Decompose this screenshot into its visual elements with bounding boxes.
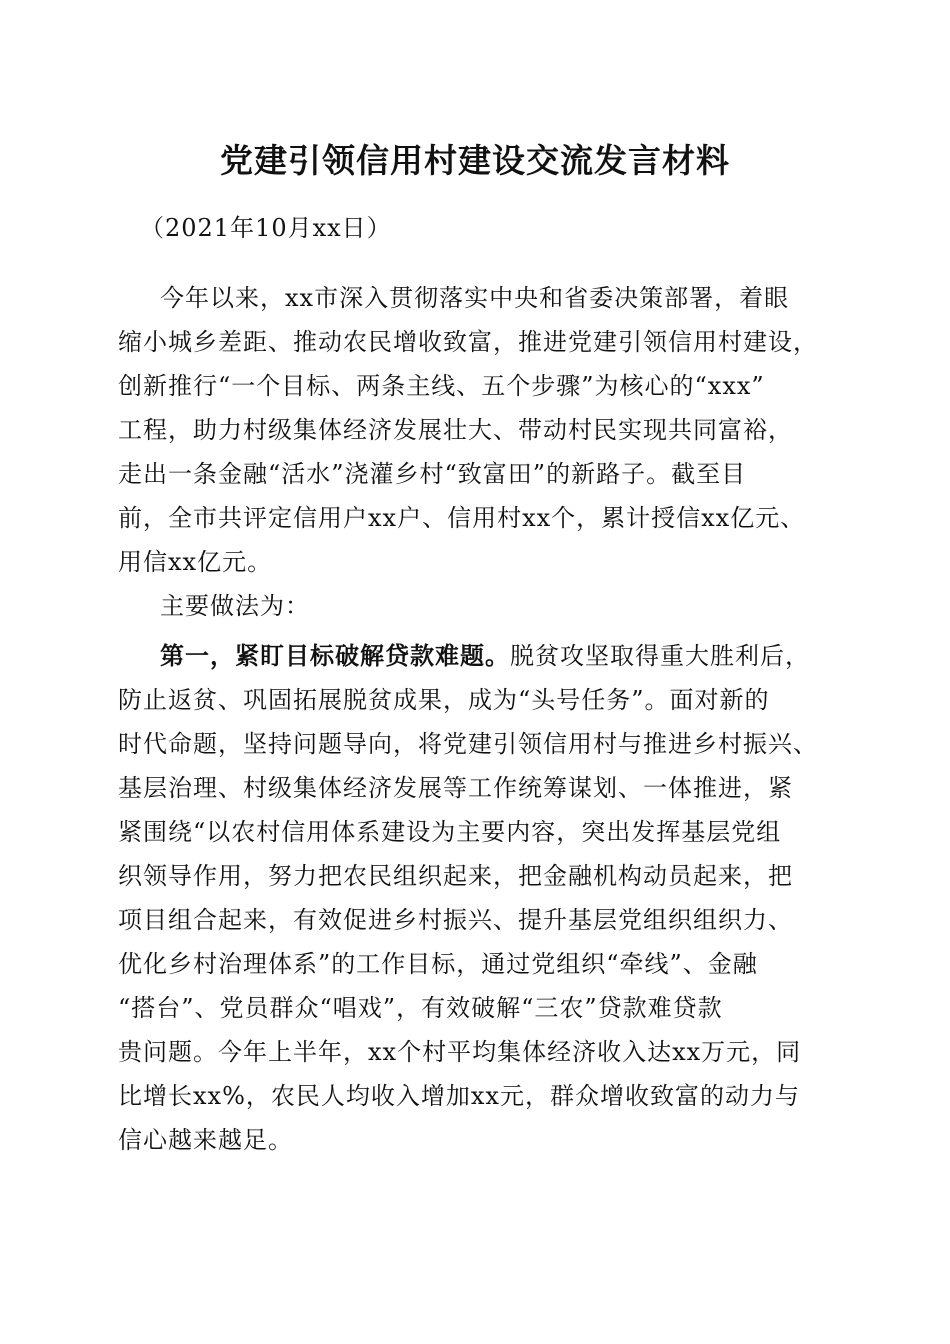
first-point-line-rest: 脱贫攻坚取得重大胜利后， — [510, 642, 810, 670]
document-title: 党建引领信用村建设交流发言材料 — [220, 141, 730, 180]
text-line: 用信xx亿元。 — [118, 548, 273, 576]
text-line: 时代命题，坚持问题导向，将党建引领信用村与推进乡村振兴、 — [118, 730, 818, 758]
text-line: 贵问题。今年上半年，xx个村平均集体经济收入达xx万元，同 — [118, 1038, 802, 1066]
text-line: 织领导作用，努力把农民组织起来，把金融机构动员起来，把 — [118, 862, 793, 890]
text-line: “搭台”、党员群众“唱戏”，有效破解“三农”贷款难贷款 — [118, 994, 723, 1022]
first-point-lead: 第一，紧盯目标破解贷款难题。 — [160, 641, 510, 670]
paragraph-intro-text — [118, 276, 834, 584]
text-line: 紧围绕“以农村信用体系建设为主要内容，突出发挥基层党组 — [118, 818, 782, 846]
text-line: 防止返贫、巩固拓展脱贫成果，成为“头号任务”。面对新的 — [118, 686, 770, 714]
paragraph-methods-heading — [118, 584, 834, 628]
text-line: 今年以来，xx市深入贯彻落实中央和省委决策部署，着眼 — [160, 284, 790, 312]
text-line: 项目组合起来，有效促进乡村振兴、提升基层党组织组织力、 — [118, 906, 793, 934]
paragraph-methods-text: 主要做法为： — [160, 592, 310, 620]
text-line: 创新推行“一个目标、两条主线、五个步骤”为核心的“xxx” — [118, 372, 765, 400]
paragraph-first-point — [118, 634, 834, 1162]
text-line: 前，全市共评定信用户xx户、信用村xx个，累计授信xx亿元、 — [118, 504, 806, 532]
paragraph-intro — [118, 276, 834, 584]
document-date-block — [118, 206, 834, 250]
text-line: 基层治理、村级集体经济发展等工作统筹谋划、一体推进，紧 — [118, 774, 793, 802]
paragraph-first-point-text — [118, 634, 834, 1162]
document-date: （2021年10月xx日） — [140, 214, 392, 242]
text-line: 工程，助力村级集体经济发展壮大、带动村民实现共同富裕， — [118, 416, 793, 444]
text-line — [118, 634, 834, 678]
text-line: 优化乡村治理体系”的工作目标，通过党组织“牵线”、金融 — [118, 950, 758, 978]
text-line: 比增长xx%，农民人均收入增加xx元，群众增收致富的动力与 — [118, 1082, 800, 1110]
text-line: 信心越来越足。 — [118, 1126, 293, 1154]
text-line: 走出一条金融“活水”浇灌乡村“致富田”的新路子。截至目 — [118, 460, 747, 488]
text-line: 缩小城乡差距、推动农民增收致富，推进党建引领信用村建设， — [118, 328, 818, 356]
